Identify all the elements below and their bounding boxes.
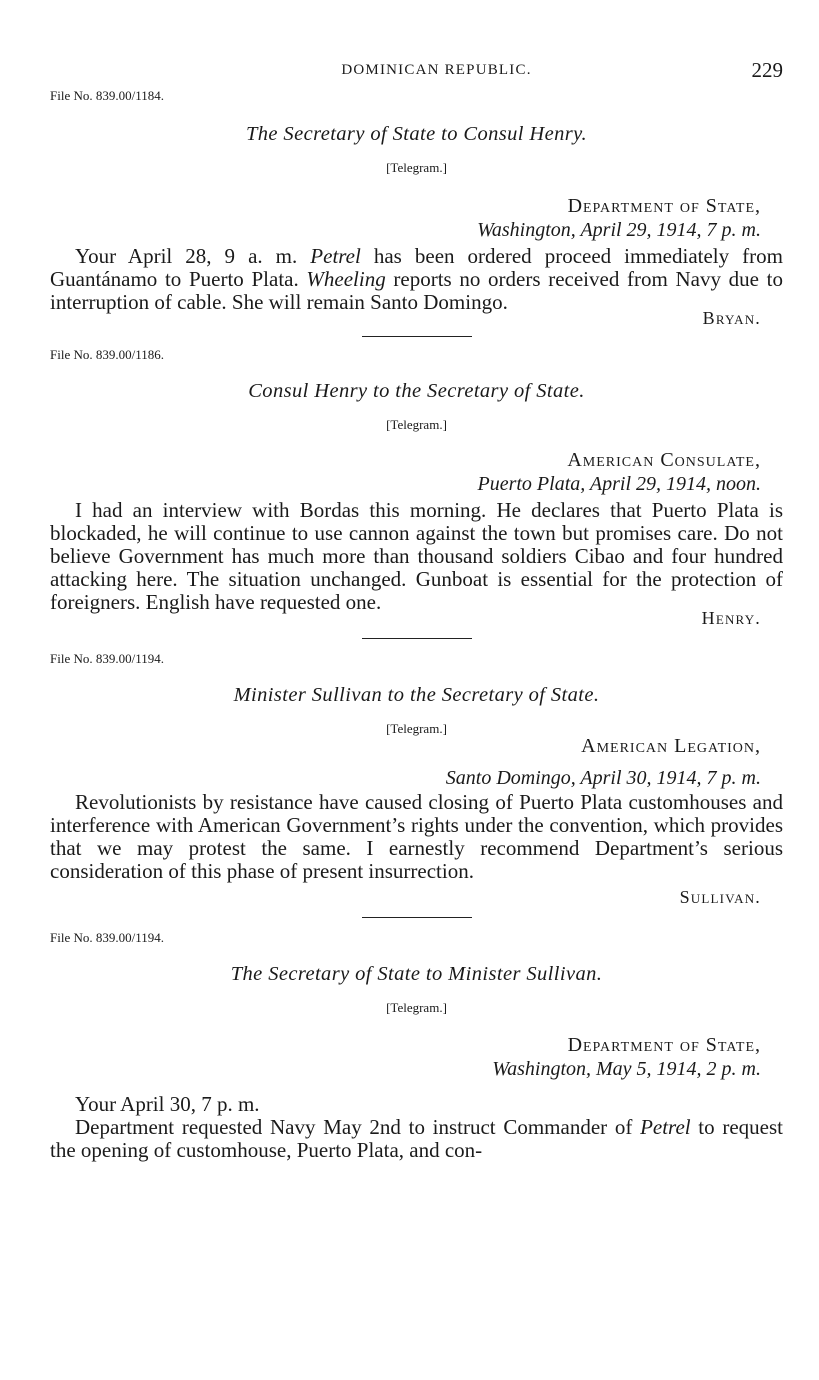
signature: Bryan. xyxy=(702,308,761,328)
document-body xyxy=(50,499,783,614)
document-entry xyxy=(50,347,783,639)
body-paragraph: I had an interview with Bordas this morning. He declares that Puerto Plata is blockaded, he will continue to use cannon against the town but promises care. Do not believe Government has much more than thousand soldiers Cibao and four hundred attacking here. The situation unchanged. Gunboat is essential for the protection of foreigners. English have requested one. xyxy=(50,498,783,614)
sender-line: American Legation, xyxy=(581,735,761,757)
signature: Henry. xyxy=(701,608,761,628)
page-number: 229 xyxy=(751,58,783,82)
file-number: File No. 839.00/1194. xyxy=(50,930,164,945)
sender-line: Department of State, xyxy=(567,1034,761,1056)
telegram-label: [Telegram.] xyxy=(386,721,447,736)
document-entry xyxy=(50,88,783,337)
file-number: File No. 839.00/1194. xyxy=(50,651,164,666)
document-entry xyxy=(50,930,783,1162)
body-paragraph: Department requested Navy May 2nd to instruct Commander of Petrel to request the opening of customhouse, Puerto Plata, and con- xyxy=(50,1115,783,1162)
document-body xyxy=(50,791,783,883)
sender-line: American Consulate, xyxy=(567,449,761,471)
section-divider xyxy=(362,917,472,918)
document-title: The Secretary of State to Minister Sullivan. xyxy=(230,963,603,985)
page-header xyxy=(50,58,783,88)
dateline: Washington, May 5, 1914, 2 p. m. xyxy=(492,1058,761,1080)
document-body xyxy=(50,245,783,314)
telegram-label: [Telegram.] xyxy=(386,1000,447,1015)
italic-ship-name: Petrel xyxy=(640,1115,691,1139)
dateline: Puerto Plata, April 29, 1914, noon. xyxy=(477,473,761,495)
body-paragraph: Your April 28, 9 a. m. Petrel has been ordered proceed immediately from Guantánamo to Puerto Plata. Wheeling reports no orders received from Navy due to interruption of cable. She will remain Santo Domingo. xyxy=(50,244,783,314)
file-number: File No. 839.00/1184. xyxy=(50,88,164,103)
document-body xyxy=(50,1093,783,1162)
body-paragraph: Revolutionists by resistance have caused closing of Puerto Plata customhouses and interference with American Government’s rights under the convention, which provides that we may protest the same. I earnestly recommend Department’s serious consideration of this phase of present insurrection. xyxy=(50,790,783,883)
document-title: Minister Sullivan to the Secretary of State. xyxy=(233,684,600,706)
signature: Sullivan. xyxy=(679,887,761,907)
body-paragraph: Your April 30, 7 p. m. xyxy=(75,1092,260,1116)
italic-ship-name: Petrel xyxy=(310,244,361,268)
dateline: Santo Domingo, April 30, 1914, 7 p. m. xyxy=(445,767,761,789)
document-title: Consul Henry to the Secretary of State. xyxy=(248,380,585,402)
dateline: Washington, April 29, 1914, 7 p. m. xyxy=(477,219,761,241)
telegram-label: [Telegram.] xyxy=(386,417,447,432)
italic-ship-name: Wheeling xyxy=(306,267,386,291)
document-page xyxy=(50,58,783,1162)
document-entry xyxy=(50,651,783,918)
section-divider xyxy=(362,336,472,337)
sender-line: Department of State, xyxy=(567,195,761,217)
telegram-label: [Telegram.] xyxy=(386,160,447,175)
document-title: The Secretary of State to Consul Henry. xyxy=(245,123,588,145)
section-divider xyxy=(362,638,472,639)
file-number: File No. 839.00/1186. xyxy=(50,347,164,362)
running-head: DOMINICAN REPUBLIC. xyxy=(341,62,532,78)
